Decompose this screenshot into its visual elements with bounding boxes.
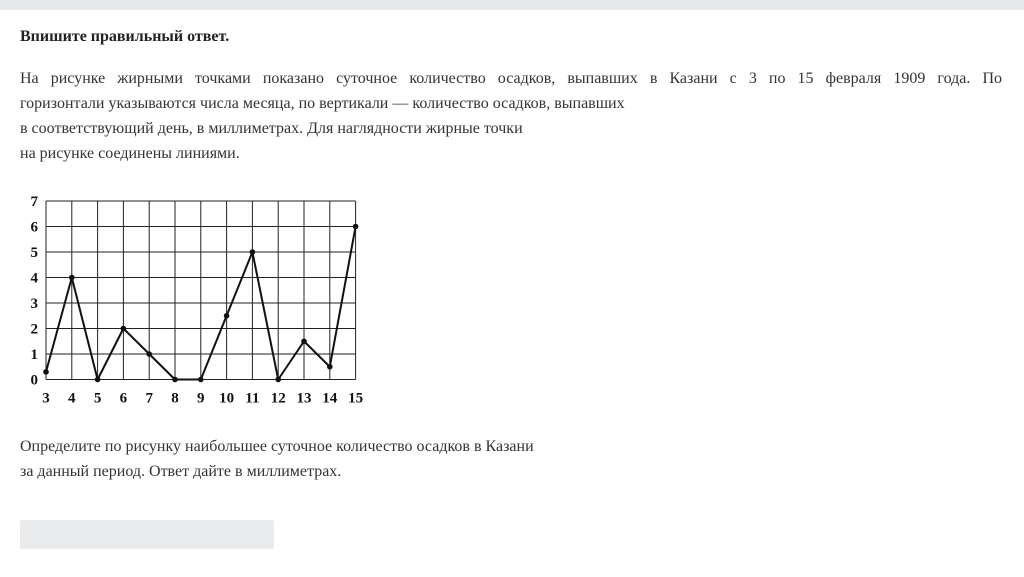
answer-input[interactable] <box>20 520 274 549</box>
data-point <box>95 377 101 383</box>
data-point <box>353 224 359 230</box>
x-tick-label: 9 <box>197 390 205 407</box>
x-tick-label: 3 <box>42 390 50 407</box>
y-tick-label: 0 <box>30 372 38 389</box>
data-point <box>121 326 127 332</box>
y-tick-label: 1 <box>30 347 38 363</box>
question-line: Определите по рисунку наибольшее суточное количество осадков в Казани <box>20 438 534 455</box>
y-tick-label: 3 <box>30 296 38 312</box>
data-point <box>327 364 333 370</box>
x-tick-label: 5 <box>93 390 102 407</box>
data-point <box>172 377 178 383</box>
data-point <box>224 313 230 319</box>
data-point <box>198 377 204 383</box>
x-tick-label: 10 <box>219 390 235 407</box>
precipitation-chart <box>12 190 382 415</box>
x-tick-label: 6 <box>119 390 128 407</box>
x-tick-label: 14 <box>322 390 338 407</box>
y-tick-label: 4 <box>30 270 38 287</box>
problem-line: На рисунке жирными точками показано суточное количество осадков, выпавших в Казани с 3 по 15 февраля 1909 года. По <box>20 70 1002 87</box>
x-tick-label: 13 <box>296 390 312 407</box>
x-tick-label: 4 <box>68 390 76 407</box>
y-tick-label: 2 <box>30 321 38 338</box>
x-axis-ticks <box>42 391 363 407</box>
problem-line: на рисунке соединены линиями. <box>20 145 240 162</box>
instruction-heading: Впишите правильный ответ. <box>20 28 230 45</box>
question-text <box>20 434 534 484</box>
data-point <box>69 275 75 281</box>
x-tick-label: 15 <box>348 390 364 407</box>
data-point <box>250 249 256 255</box>
problem-text <box>20 66 1002 166</box>
x-tick-label: 12 <box>270 390 286 407</box>
x-tick-label: 7 <box>145 390 153 407</box>
y-tick-label: 6 <box>30 219 38 236</box>
chart-grid <box>46 201 356 380</box>
question-line: за данный период. Ответ дайте в миллиметрах. <box>20 463 342 480</box>
x-tick-label: 8 <box>171 390 179 407</box>
y-tick-label: 5 <box>30 245 38 261</box>
problem-line: горизонтали указываются числа месяца, по вертикали — количество осадков, выпавших <box>20 95 625 112</box>
problem-line: в соответствующий день, в миллиметрах. Для наглядности жирные точки <box>20 120 523 137</box>
data-point <box>146 351 152 357</box>
data-point <box>275 377 281 383</box>
y-tick-label: 7 <box>30 194 38 210</box>
data-point <box>301 338 307 344</box>
top-bar <box>0 0 1024 10</box>
y-axis-ticks <box>31 194 39 389</box>
x-tick-label: 11 <box>245 390 260 407</box>
data-point <box>43 369 49 375</box>
